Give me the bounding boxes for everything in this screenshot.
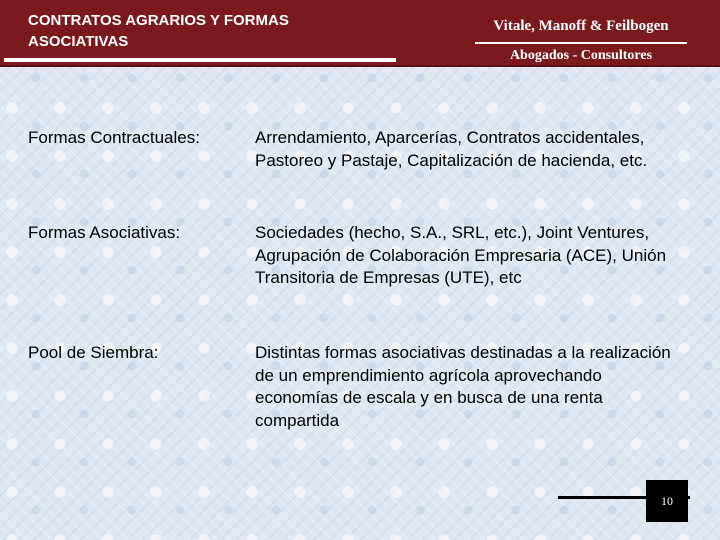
header-bar (0, 0, 720, 67)
term-label: Formas Contractuales: (28, 128, 200, 147)
title-underline (4, 58, 396, 62)
page-number: 10 (646, 480, 688, 522)
firm-name: Vitale, Manoff & Feilbogen (493, 18, 669, 34)
term-definition: Arrendamiento, Aparcerías, Contratos accidentales, Pastoreo y Pastaje, Capitalización de hacienda, etc. (255, 128, 648, 170)
term-label: Pool de Siembra: (28, 343, 159, 362)
term-definition: Distintas formas asociativas destinadas a la realización de un emprendimiento agrícola aprovechando economías de escala y en busca de una renta compartida (255, 343, 671, 430)
slide-title: CONTRATOS AGRARIOS Y FORMAS ASOCIATIVAS (28, 12, 289, 50)
firm-subtitle: Abogados - Consultores (509, 48, 653, 63)
term-label: Formas Asociativas: (28, 223, 181, 242)
firm-divider (475, 42, 687, 44)
term-definition: Sociedades (hecho, S.A., SRL, etc.), Joint Ventures, Agrupación de Colaboración Empresaria (ACE), Unión Transitoria de Empresas (UTE), etc (255, 223, 667, 287)
